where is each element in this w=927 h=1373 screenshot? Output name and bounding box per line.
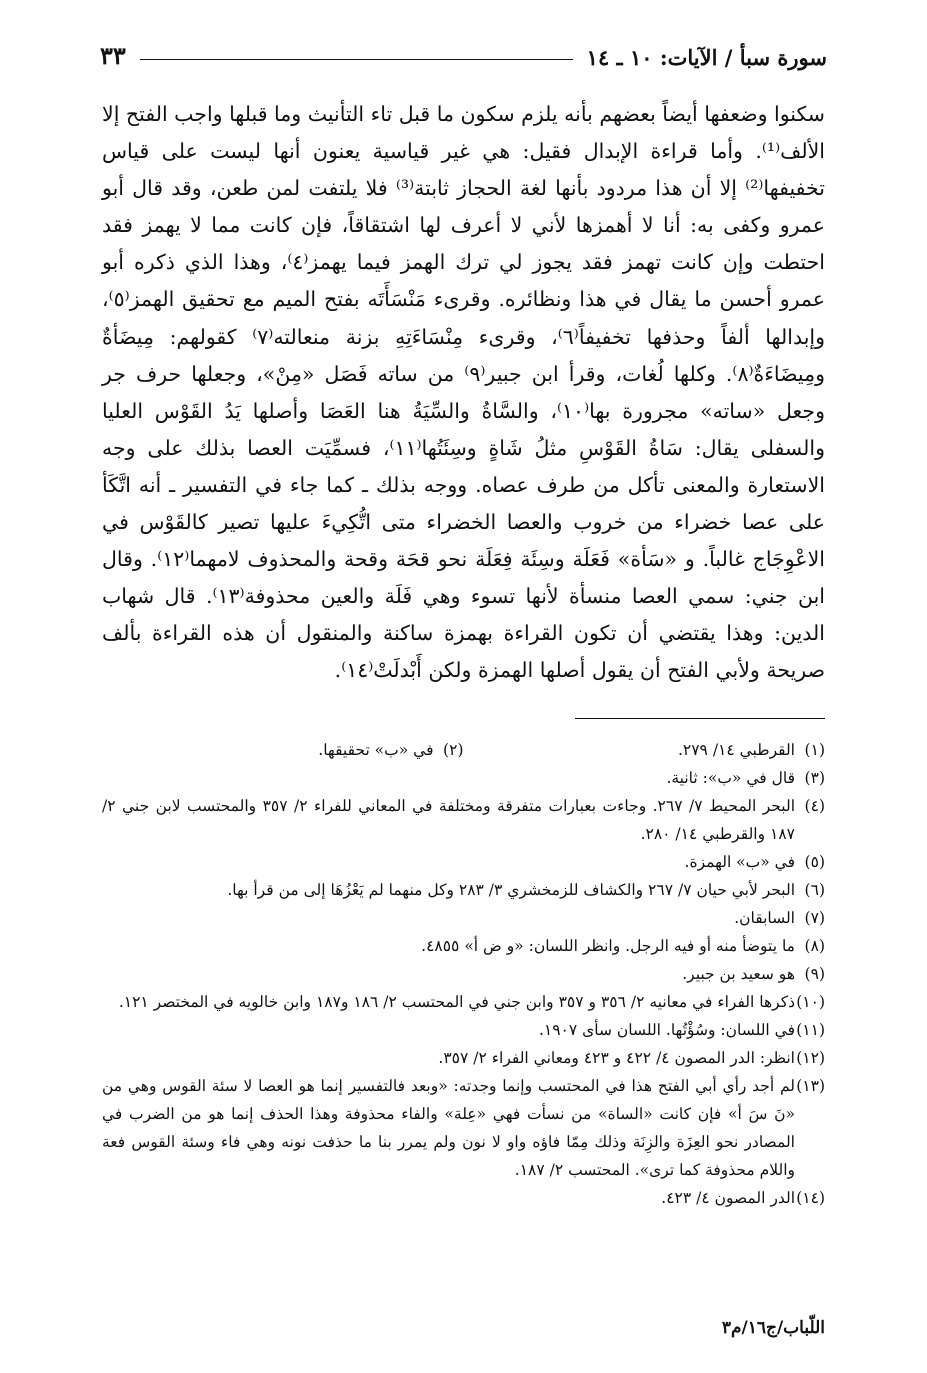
- footnote-text: الدر المصون ٤/ ٤٢٣.: [661, 1189, 795, 1207]
- footnote-5: [102, 848, 825, 876]
- footnote-13: [102, 1072, 825, 1184]
- footnote-8: [102, 932, 825, 960]
- footnote-number: (١٣): [796, 1077, 825, 1095]
- footnote-text: انظر: الدر المصون ٤/ ٤٢٢ و ٤٢٣ ومعاني الفراء ٢/ ٣٥٧.: [438, 1049, 795, 1067]
- footnote-text: في «ب» تحقيقها.: [318, 741, 434, 759]
- footnote-text: هو سعيد بن جبير.: [682, 965, 795, 983]
- footnote-number: (١٤): [796, 1189, 825, 1207]
- footnote-text: ذكرها الفراء في معانيه ٢/ ٣٥٦ و ٣٥٧ وابن جني في المحتسب ٢/ ١٨٦ و١٨٧ وابن خالويه في المختصر ١٢١.: [118, 993, 795, 1011]
- footnote-text: البحر المحيط ٧/ ٢٦٧. وجاءت بعبارات متفرقة ومختلفة في المعاني للفراء ٢/ ٣٥٧ والمحتسب لابن جني ٢/ ١٨٧ والقرطبي ١٤/ ٢٨٠.: [102, 797, 796, 843]
- footnote-2: [102, 736, 464, 764]
- footnote-14: [102, 1184, 825, 1212]
- body-text: [102, 96, 825, 690]
- footnote-text: السابقان.: [734, 909, 795, 927]
- header-rule: [140, 59, 573, 60]
- footnote-number: (٦): [804, 881, 825, 899]
- body-paragraph: سكنوا وضعفها أيضاً بعضهم بأنه يلزم سكون ما قبل تاء التأنيث وما قبلها واجب الفتح إلا الألف⁽¹⁾. وأما قراءة الإبدال فقيل: هي غير قياسية يعنون أنها ليست على قياس تخفيفها⁽²⁾ إلا أن هذا مردود بأنها لغة الحجاز ثابتة⁽³⁾ فلا يلتفت لمن طعن، وقد قال أبو عمرو وكفى به: أنا لا أهمزها لأني لا أعرف لها اشتقاقاً، فإن كانت مما لا يهمز فقد احتطت وإن كانت تهمز فقد يجوز لي ترك الهمز فيما يهمز⁽٤⁾، وهذا الذي ذكره أبو عمرو أحسن ما يقال في هذا ونظائره. وقرىء مَنْسَأَتَه بفتح الميم مع تحقيق الهمز⁽٥⁾، وإبدالها ألفاً وحذفها تخفيفاً⁽٦⁾، وقرىء مِنْسَاءَتِهِ بزنة منعالته⁽٧⁾ كقولهم: مِيضَأةٌ ومِيضَاءَةٌ⁽٨⁾. وكلها لُغات، وقرأ ابن جبير⁽٩⁾ من ساته فَصَل «مِنْ»، وجعلها حرف جر وجعل «ساته» مجرورة بها⁽١٠⁾، والسَّاةُ والسِّيَةُ هنا العَصَا وأصلها يَدُ القَوْس العليا والسفلى يقال: سَاةُ القَوْسِ مثلُ شَاةٍ وسِئَتُها⁽١١⁾، فسمِّيَت العصا بذلك على وجه الاستعارة والمعنى تأكل من طرف عصاه. ووجه بذلك ـ كما جاء في التفسير ـ أنه اتَّكَأ على عصا خضراء من خروب والعصا الخضراء متى اتُّكِيءَ عليها تصير كالقَوْس في الاعْوِجَاج غالباً. و «سَأة» فَعَلَة وسِئَة فِعَلَة نحو قحَة وقحة والمحذوف لامهما⁽١٢⁾. وقال ابن جني: سمي العصا منسأة لأنها تسوء وهي فَلَة والعين محذوفة⁽١٣⁾. قال شهاب الدين: وهذا يقتضي أن تكون القراءة بهمزة ساكنة والمنقول أن هذه القراءة بألف صريحة ولأبي الفتح أن يقول أصلها الهمزة ولكن أَبْدلَتْ⁽١٤⁾.: [102, 102, 826, 683]
- footnotes: [102, 736, 825, 1212]
- footnote-1: [464, 736, 826, 764]
- footnote-text: لم أجد رأي أبي الفتح هذا في المحتسب وإنما وجدته: «وبعد فالتفسير إنما هو العصا لا سئة القوس وهي من «نَ سَ أ» فإن كانت «الساة» من نسأت فهي «عِلة» والفاء محذوفة وهذا الحذف إنما هو من الضرب في المصادر نحو العِزَة والزِنَة وذلك مِمّا فاؤه واو لا نون ولم يمرر بنا ما حذفت نونه وهي فاء وسئة القوس فعة واللام محذوفة كما ترى». المحتسب ٢/ ١٨٧.: [102, 1077, 795, 1179]
- footnote-text: القرطبي ١٤/ ٢٧٩.: [677, 741, 795, 759]
- footnote-3: [102, 764, 825, 792]
- footnote-number: (٥): [804, 853, 825, 871]
- footnote-11: [102, 1016, 825, 1044]
- footnote-text: ما يتوضأ منه أو فيه الرجل. وانظر اللسان: «و ض أ» ٤٨٥٥.: [421, 937, 795, 955]
- footnote-number: (١): [804, 741, 825, 759]
- footnote-10: [102, 988, 825, 1016]
- footnote-number: (٣): [804, 769, 825, 787]
- footnote-number: (٩): [804, 965, 825, 983]
- footnote-number: (٢): [443, 741, 464, 759]
- footnote-text: في «ب» الهمزة.: [684, 853, 795, 871]
- footnote-12: [102, 1044, 825, 1072]
- footnote-pair: [102, 736, 825, 764]
- header-title: سورة سبأ / الآيات: ١٠ ـ ١٤: [586, 45, 827, 70]
- footnote-7: [102, 904, 825, 932]
- footnote-4: [102, 792, 825, 848]
- footnote-text: في اللسان: وسُؤْتُها. اللسان سأى ١٩٠٧.: [538, 1021, 795, 1039]
- footer-signature: اللّباب/ج١٦/م٣: [721, 1318, 825, 1338]
- footnote-number: (٤): [804, 797, 825, 815]
- footnote-number: (٨): [804, 937, 825, 955]
- page-number: ٣٣: [100, 41, 126, 70]
- footnote-separator: [575, 718, 825, 719]
- footnote-text: قال في «ب»: ثانية.: [666, 769, 795, 787]
- footnote-6: [102, 876, 825, 904]
- footnote-text: البحر لأبي حيان ٧/ ٢٦٧ والكشاف للزمخشري ٣/ ٢٨٣ وكل منهما لم يَعْزُهَا إلى من قرأ بها.: [227, 881, 795, 899]
- footnote-number: (١٠): [796, 993, 825, 1011]
- footnote-number: (١٢): [796, 1049, 825, 1067]
- footnote-9: [102, 960, 825, 988]
- footnote-number: (١١): [796, 1021, 825, 1039]
- running-header: [100, 30, 827, 70]
- footnote-number: (٧): [804, 909, 825, 927]
